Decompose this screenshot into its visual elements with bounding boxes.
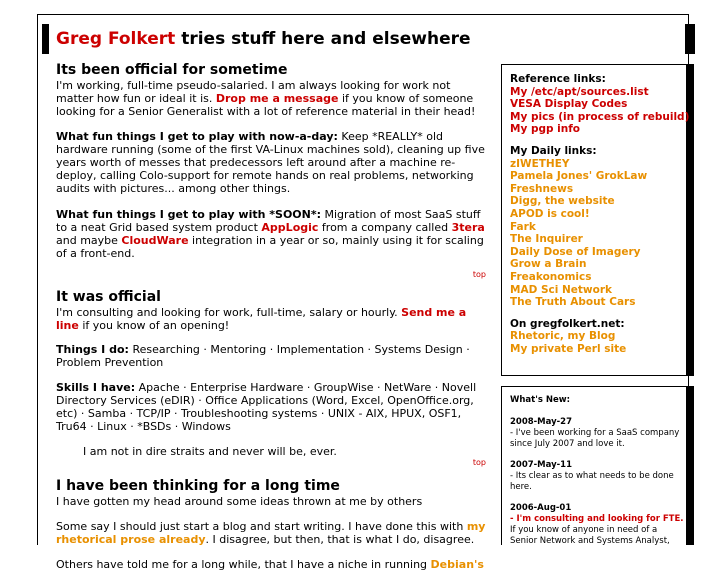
- paragraph-text: . I disagree, but then, that is what I do, disagree.: [205, 533, 475, 546]
- news-text-rest: If you know of anyone in need of a Senior Network and Systems Analyst,: [510, 525, 670, 546]
- post-text: I'm consulting and looking for work, full-time, salary or hourly.: [56, 306, 402, 319]
- top-link[interactable]: top: [472, 458, 486, 467]
- sidebar-heading: Reference links:: [510, 73, 606, 85]
- daily-link-digg[interactable]: Digg, the website: [510, 195, 615, 208]
- paragraph-text: from a company called: [318, 221, 452, 234]
- post-title: Its been official for sometime: [56, 62, 288, 78]
- daily-link-freshnews[interactable]: Freshnews: [510, 182, 574, 195]
- whats-new-sidebar: [501, 386, 694, 545]
- paragraph-text: and maybe: [56, 234, 122, 247]
- post-title: It was official: [56, 289, 161, 305]
- daily-link-groklaw[interactable]: Pamela Jones' GrokLaw: [510, 170, 648, 183]
- paragraph-text: Others have told me for a long while, that I have a niche in running: [56, 558, 431, 571]
- daily-links: [510, 145, 686, 309]
- skills-i-have: [56, 381, 486, 433]
- paragraph-label: What fun things I get to play with *SOON*:: [56, 208, 321, 221]
- ref-link-sources-list[interactable]: My /etc/apt/sources.list: [510, 85, 649, 98]
- consulting-news-link[interactable]: - I'm consulting and looking for FTE.: [510, 514, 684, 524]
- paragraph-label: Things I do:: [56, 343, 129, 356]
- post-intro: [56, 79, 486, 118]
- news-text: [510, 514, 686, 547]
- daily-link-fark[interactable]: Fark: [510, 220, 536, 233]
- news-item: [510, 417, 686, 450]
- site-link-blog[interactable]: Rhetoric, my Blog: [510, 330, 616, 343]
- news-text: - Its clear as to what needs to be done here.: [510, 471, 674, 492]
- post-3: [56, 478, 486, 571]
- links-sidebar-panel: [502, 65, 690, 375]
- site-title-rest: tries stuff here and elsewhere: [175, 29, 471, 49]
- links-sidebar: [501, 64, 694, 376]
- top-link[interactable]: top: [472, 270, 486, 279]
- whats-new-panel: [502, 387, 686, 547]
- drop-message-link[interactable]: Drop me a message: [215, 92, 339, 105]
- soon-paragraph: [56, 208, 486, 260]
- post-text: I'm working, full-time pseudo-salaried. I am always looking for work not matter how fun or ideal it is.: [56, 79, 451, 105]
- post-title: I have been thinking for a long time: [56, 478, 340, 494]
- whats-new-heading: What's New:: [510, 395, 570, 405]
- niche-paragraph: [56, 558, 486, 571]
- post-text: if you know of someone looking for a Senior Generalist with a lot of reference material in their head!: [56, 92, 476, 118]
- news-date: 2006-Aug-01: [510, 503, 572, 513]
- daily-link-grow-a-brain[interactable]: Grow a Brain: [510, 258, 587, 271]
- site-links: [510, 318, 686, 356]
- sidebar-heading: On gregfolkert.net:: [510, 317, 625, 330]
- post-intro: I have gotten my head around some ideas thrown at me by others: [56, 495, 423, 508]
- debian-link[interactable]: Debian's: [430, 558, 484, 571]
- rhetorical-prose-link[interactable]: my rhetorical prose already: [56, 520, 486, 546]
- main-content: [56, 62, 486, 571]
- cloudware-link[interactable]: CloudWare: [121, 234, 189, 247]
- applogic-link[interactable]: AppLogic: [261, 221, 319, 234]
- send-line-link[interactable]: Send me a line: [56, 306, 467, 332]
- daily-link-freakonomics[interactable]: Freakonomics: [510, 270, 592, 283]
- daily-link-ziwethey[interactable]: zIWETHEY: [510, 157, 570, 170]
- sidebar-heading: My Daily links:: [510, 144, 597, 157]
- daily-link-truth-about-cars[interactable]: The Truth About Cars: [510, 296, 636, 309]
- post-2: [56, 289, 486, 468]
- daily-link-inquirer[interactable]: The Inquirer: [510, 233, 583, 246]
- site-title: [49, 24, 685, 54]
- news-text: - I've been working for a SaaS company since July 2007 and love it.: [510, 428, 680, 449]
- post-intro: [56, 306, 486, 332]
- paragraph-label: What fun things I get to play with now-a-day:: [56, 130, 338, 143]
- reference-links: [510, 73, 690, 136]
- daily-link-imagery[interactable]: Daily Dose of Imagery: [510, 245, 641, 258]
- post-1: [56, 62, 486, 280]
- paragraph-text: Researching · Mentoring · Implementation · Systems Design · Problem Prevention: [56, 343, 470, 369]
- news-item: [510, 460, 686, 493]
- post-text: if you know of an opening!: [78, 319, 230, 332]
- daily-link-mad-sci[interactable]: MAD Sci Network: [510, 283, 612, 296]
- things-i-do: [56, 343, 486, 369]
- 3tera-link[interactable]: 3tera: [451, 221, 485, 234]
- closing-line: I am not in dire straits and never will be, ever.: [83, 445, 337, 458]
- site-title-name: Greg Folkert: [56, 29, 176, 49]
- blog-paragraph: [56, 520, 486, 546]
- news-item: [510, 503, 686, 547]
- site-link-perl[interactable]: My private Perl site: [510, 342, 627, 355]
- ref-link-pics[interactable]: My pics (in process of rebuild): [510, 110, 690, 123]
- paragraph-text: Apache · Enterprise Hardware · GroupWise · NetWare · Novell Directory Services (eDIR) · Office Applications (Word, Excel, OpenOffice.org, etc) · Samba · TCP/IP · Troubleshooting systems · UNIX - AIX, HPUX, OSF1, Tru64 · Linux · *BSDs · Windows: [56, 381, 477, 433]
- now-a-day-paragraph: [56, 130, 486, 195]
- paragraph-text: Keep *REALLY* old hardware running (some of the first VA-Linux machines sold), cleaning up five years worth of messes that predecessors left around after a machine re-deploy, calling Colo-support for remote hands on real problems, networking audits with pictures... among other things.: [56, 130, 485, 195]
- news-date: 2007-May-11: [510, 460, 573, 470]
- site-header: [42, 24, 695, 54]
- paragraph-label: Skills I have:: [56, 381, 136, 394]
- paragraph-text: integration in a year or so, mainly using it for scaling of a front-end.: [56, 234, 484, 260]
- ref-link-vesa[interactable]: VESA Display Codes: [510, 98, 628, 111]
- news-date: 2008-May-27: [510, 417, 573, 427]
- daily-link-apod[interactable]: APOD is cool!: [510, 207, 590, 220]
- ref-link-pgp[interactable]: My pgp info: [510, 123, 581, 136]
- paragraph-text: Migration of most SaaS stuff to a neat Grid based system product: [56, 208, 481, 234]
- paragraph-text: Some say I should just start a blog and start writing. I have done this with: [56, 520, 467, 533]
